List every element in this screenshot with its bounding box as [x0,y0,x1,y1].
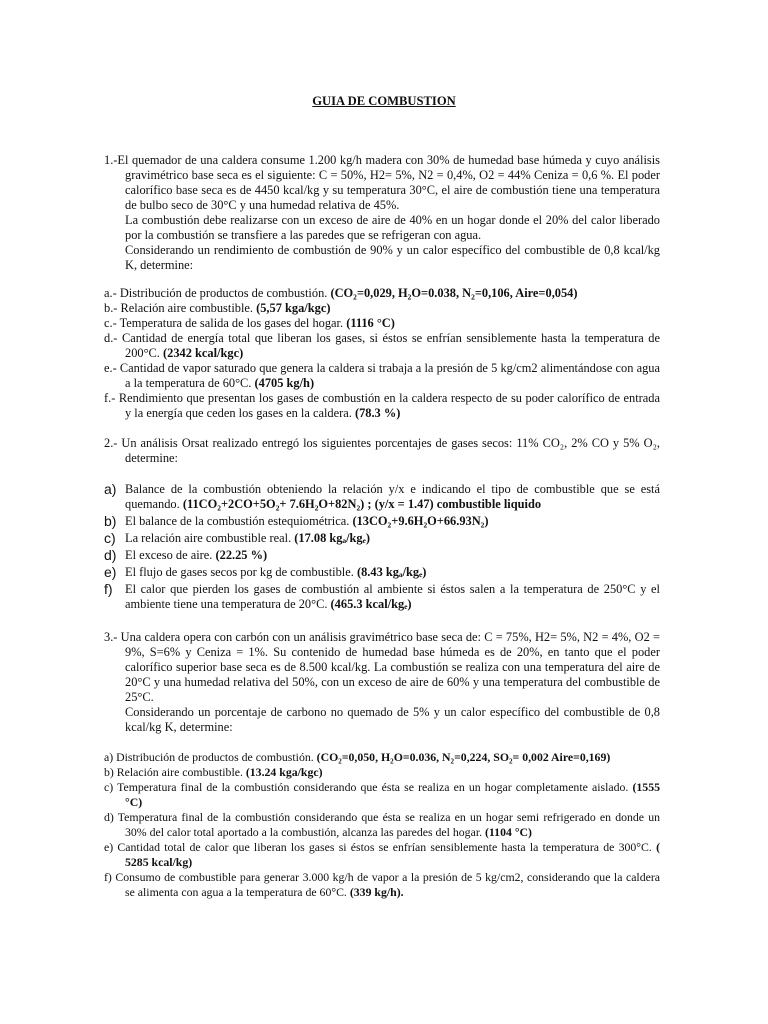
problem-1-item-a: a.- Distribución de productos de combustión. (CO₂=0,029, H₂O=0.038, N₂=0,106, Aire=0,054) [104,286,578,300]
problem-1-paragraph-2: La combustión debe realizarse con un exceso de aire de 40% en un hogar donde el 20% del calor liberado por la combustión se transfiere a las paredes que se refrigeran con agua. [125,213,660,242]
problem-3-item-d: d) Temperatura final de la combustión considerando que ésta se realiza en un hogar semi refrigerado en donde un 30% del calor total aportado a la combustión, alcanza las paredes del hogar. (1104 °C) [104,810,660,839]
page-title: GUIA DE COMBUSTION [312,94,456,108]
problem-2-item-f: f) El calor que pierden los gases de combustión al ambiente si éstos salen a la temperatura de 250°C y el ambiente tiene una temperatura de 20°C. (465.3 kcal/kgₑ) [104,581,660,611]
problem-1-items [104,286,660,421]
problem-2-item-c: c) La relación aire combustible real. (17.08 kgₐ/kgₑ) [104,530,370,546]
problem-3-item-a: a) Distribución de productos de combustión. (CO₂=0,050, H₂O=0.036, N₂=0,224, SO₂= 0,002 Aire=0,169) [104,750,611,764]
problem-3-paragraph-2: Considerando un porcentaje de carbono no quemado de 5% y un calor específico del combustible de 0,8 kcal/kg K, determine: [125,705,660,734]
problem-3-intro: 3.- Una caldera opera con carbón con un análisis gravimétrico base seca de: C = 75%, H2= 5%, N2 = 4%, O2 = 9%, S=6% y Ceniza = 1%. Su contenido de humedad base húmeda es de 20%, en tanto que el poder calorífico superior base seca es de 8.500 kcal/kg. La combustión se realiza con una temperatura del aire de 20°C y una humedad relativa del 50%, con un exceso de aire de 60% y una temperatura del combustible de 25°C. [104,630,660,704]
problem-1-item-e: e.- Cantidad de vapor saturado que genera la caldera si trabaja a la presión de 5 kg/cm2 alimentándose con agua a la temperatura de 60°C. (4705 kg/h) [104,361,660,390]
problem-1-intro: 1.-El quemador de una caldera consume 1.200 kg/h madera con 30% de humedad base húmeda y cuyo análisis gravimétrico base seca es el siguiente: C = 50%, H2= 5%, N2 = 0,4%, O2 = 44% Ceniza = 0,6 %. El poder calorífico base seca es de 4450 kcal/kg y su temperatura 30°C, el aire de combustión tiene una temperatura de bulbo seco de 30°C y una humedad relativa de 45%. [104,153,660,212]
problem-1-item-c: c.- Temperatura de salida de los gases del hogar. (1116 °C) [104,316,395,330]
problem-3-item-c: c) Temperatura final de la combustión considerando que ésta se realiza en un hogar completamente aislado. (1555 °C) [104,780,660,809]
problem-2-intro: 2.- Un análisis Orsat realizado entregó los siguientes porcentajes de gases secos: 11% CO₂, 2% CO y 5% O₂, determine: [104,436,660,465]
problem-2-item-b: b) El balance de la combustión estequiométrica. (13CO₂+9.6H₂O+66.93N₂) [104,513,489,529]
problem-2-item-d: d) El exceso de aire. (22.25 %) [104,547,268,563]
problem-3-items [104,750,660,900]
problem-2-items [104,482,660,612]
problem-2-item-a: a) Balance de la combustión obteniendo la relación y/x e indicando el tipo de combustible que se está quemando. (11CO₂+2CO+5O₂+ 7.6H₂O+82N₂) ; (y/x = 1.47) combustible liquido [104,481,660,511]
problem-3-item-b: b) Relación aire combustible. (13.24 kga/kgc) [104,765,323,779]
problem-1-item-d: d.- Cantidad de energía total que liberan los gases, si éstos se enfrían sensiblemente hasta la temperatura de 200°C. (2342 kcal/kgc) [104,331,660,360]
problem-3-item-e: e) Cantidad total de calor que liberan los gases si éstos se enfrían sensiblemente hasta la temperatura de 300°C. ( 5285 kcal/kg) [104,840,661,869]
problem-1-item-b: b.- Relación aire combustible. (5,57 kga/kgc) [104,301,331,315]
problem-1-item-f: f.- Rendimiento que presentan los gases de combustión en la caldera respecto de su poder calorífico de entrada y la energía que ceden los gases en la caldera. (78.3 %) [104,391,660,420]
problem-2 [104,436,660,466]
problem-3 [104,630,660,735]
problem-2-item-e: e) El flujo de gases secos por kg de combustible. (8.43 kgₐ/kgₑ) [104,564,427,580]
problem-1-paragraph-3: Considerando un rendimiento de combustión de 90% y un calor específico del combustible de 0,8 kcal/kg K, determine: [125,243,660,272]
problem-3-item-f: f) Consumo de combustible para generar 3.000 kg/h de vapor a la presión de 5 kg/cm2, considerando que la caldera se alimenta con agua a la temperatura de 60°C. (339 kg/h). [104,870,661,899]
problem-1 [104,153,660,273]
